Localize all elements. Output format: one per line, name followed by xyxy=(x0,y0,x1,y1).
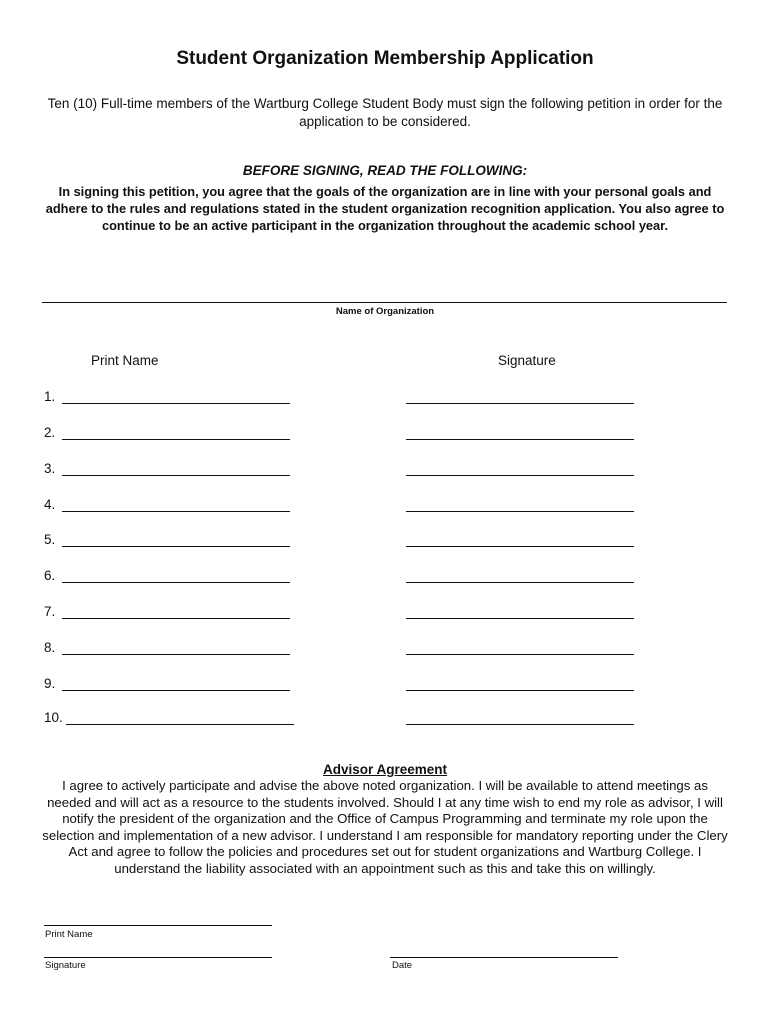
advisor-agreement-text: I agree to actively participate and advise the above noted organization. I will be available to attend meetings as needed and will act as a resource to the students involved. Should I at any time wish to end my role as advisor, I will notify the president of the organization and the Office of Campus Programming and terminate my role upon the selection and implementation of a new advisor. I understand I am responsible for mandatory reporting under the Clery Act and agree to follow the policies and procedures set out for student organizations and Wartburg College. I understand the liability associated with an appointment such as this and take this on willingly. xyxy=(42,778,728,876)
advisor-date-label: Date xyxy=(392,960,413,971)
advisor-signature-label: Signature xyxy=(45,960,86,971)
print-name-line[interactable] xyxy=(62,618,290,619)
before-signing-text: In signing this petition, you agree that the goals of the organization are in line with your personal goals and adhere to the rules and regulations stated in the student organization recognition application. You also agree to continue to be an active participant in the organization throughout the academic school year. xyxy=(45,184,725,233)
row-number: 4. xyxy=(44,497,56,512)
signature-line[interactable] xyxy=(406,475,634,476)
signer-row xyxy=(0,425,770,445)
signature-column-header: Signature xyxy=(498,353,556,368)
print-name-line[interactable] xyxy=(62,403,290,404)
row-number: 2. xyxy=(44,425,56,440)
signer-row xyxy=(0,640,770,660)
advisor-print-name-label: Print Name xyxy=(45,929,93,940)
signature-line[interactable] xyxy=(406,511,634,512)
signer-row xyxy=(0,389,770,409)
print-name-column-header: Print Name xyxy=(91,353,159,368)
signer-row xyxy=(0,568,770,588)
intro-text: Ten (10) Full-time members of the Wartburg College Student Body must sign the following petition in order for the application to be considered. xyxy=(47,96,723,129)
row-number: 9. xyxy=(44,676,56,691)
signature-line[interactable] xyxy=(406,690,634,691)
row-number: 7. xyxy=(44,604,56,619)
advisor-signature-line[interactable] xyxy=(44,957,272,958)
print-name-line[interactable] xyxy=(62,690,290,691)
signature-line[interactable] xyxy=(406,546,634,547)
print-name-line[interactable] xyxy=(62,546,290,547)
signature-line[interactable] xyxy=(406,582,634,583)
signer-row xyxy=(0,532,770,552)
row-number: 1. xyxy=(44,389,56,404)
print-name-line[interactable] xyxy=(62,475,290,476)
row-number: 3. xyxy=(44,461,56,476)
signer-row xyxy=(0,497,770,517)
before-signing-heading: BEFORE SIGNING, READ THE FOLLOWING: xyxy=(242,163,528,178)
row-number: 10. xyxy=(44,710,63,725)
organization-name-field[interactable] xyxy=(42,302,727,303)
print-name-line[interactable] xyxy=(66,724,294,725)
print-name-line[interactable] xyxy=(62,439,290,440)
signature-line[interactable] xyxy=(406,654,634,655)
row-number: 8. xyxy=(44,640,56,655)
advisor-print-name-line[interactable] xyxy=(44,925,272,926)
signer-row xyxy=(0,676,770,696)
advisor-date-line[interactable] xyxy=(390,957,618,958)
signature-line[interactable] xyxy=(406,618,634,619)
print-name-line[interactable] xyxy=(62,582,290,583)
print-name-line[interactable] xyxy=(62,511,290,512)
signer-row xyxy=(0,461,770,481)
signature-line[interactable] xyxy=(406,403,634,404)
page-title: Student Organization Membership Application xyxy=(176,48,594,69)
organization-name-label: Name of Organization xyxy=(335,306,435,317)
signer-row xyxy=(0,710,770,730)
print-name-line[interactable] xyxy=(62,654,290,655)
row-number: 6. xyxy=(44,568,56,583)
advisor-agreement-heading: Advisor Agreement xyxy=(322,762,448,777)
signature-line[interactable] xyxy=(406,724,634,725)
signature-line[interactable] xyxy=(406,439,634,440)
row-number: 5. xyxy=(44,532,56,547)
signer-row xyxy=(0,604,770,624)
